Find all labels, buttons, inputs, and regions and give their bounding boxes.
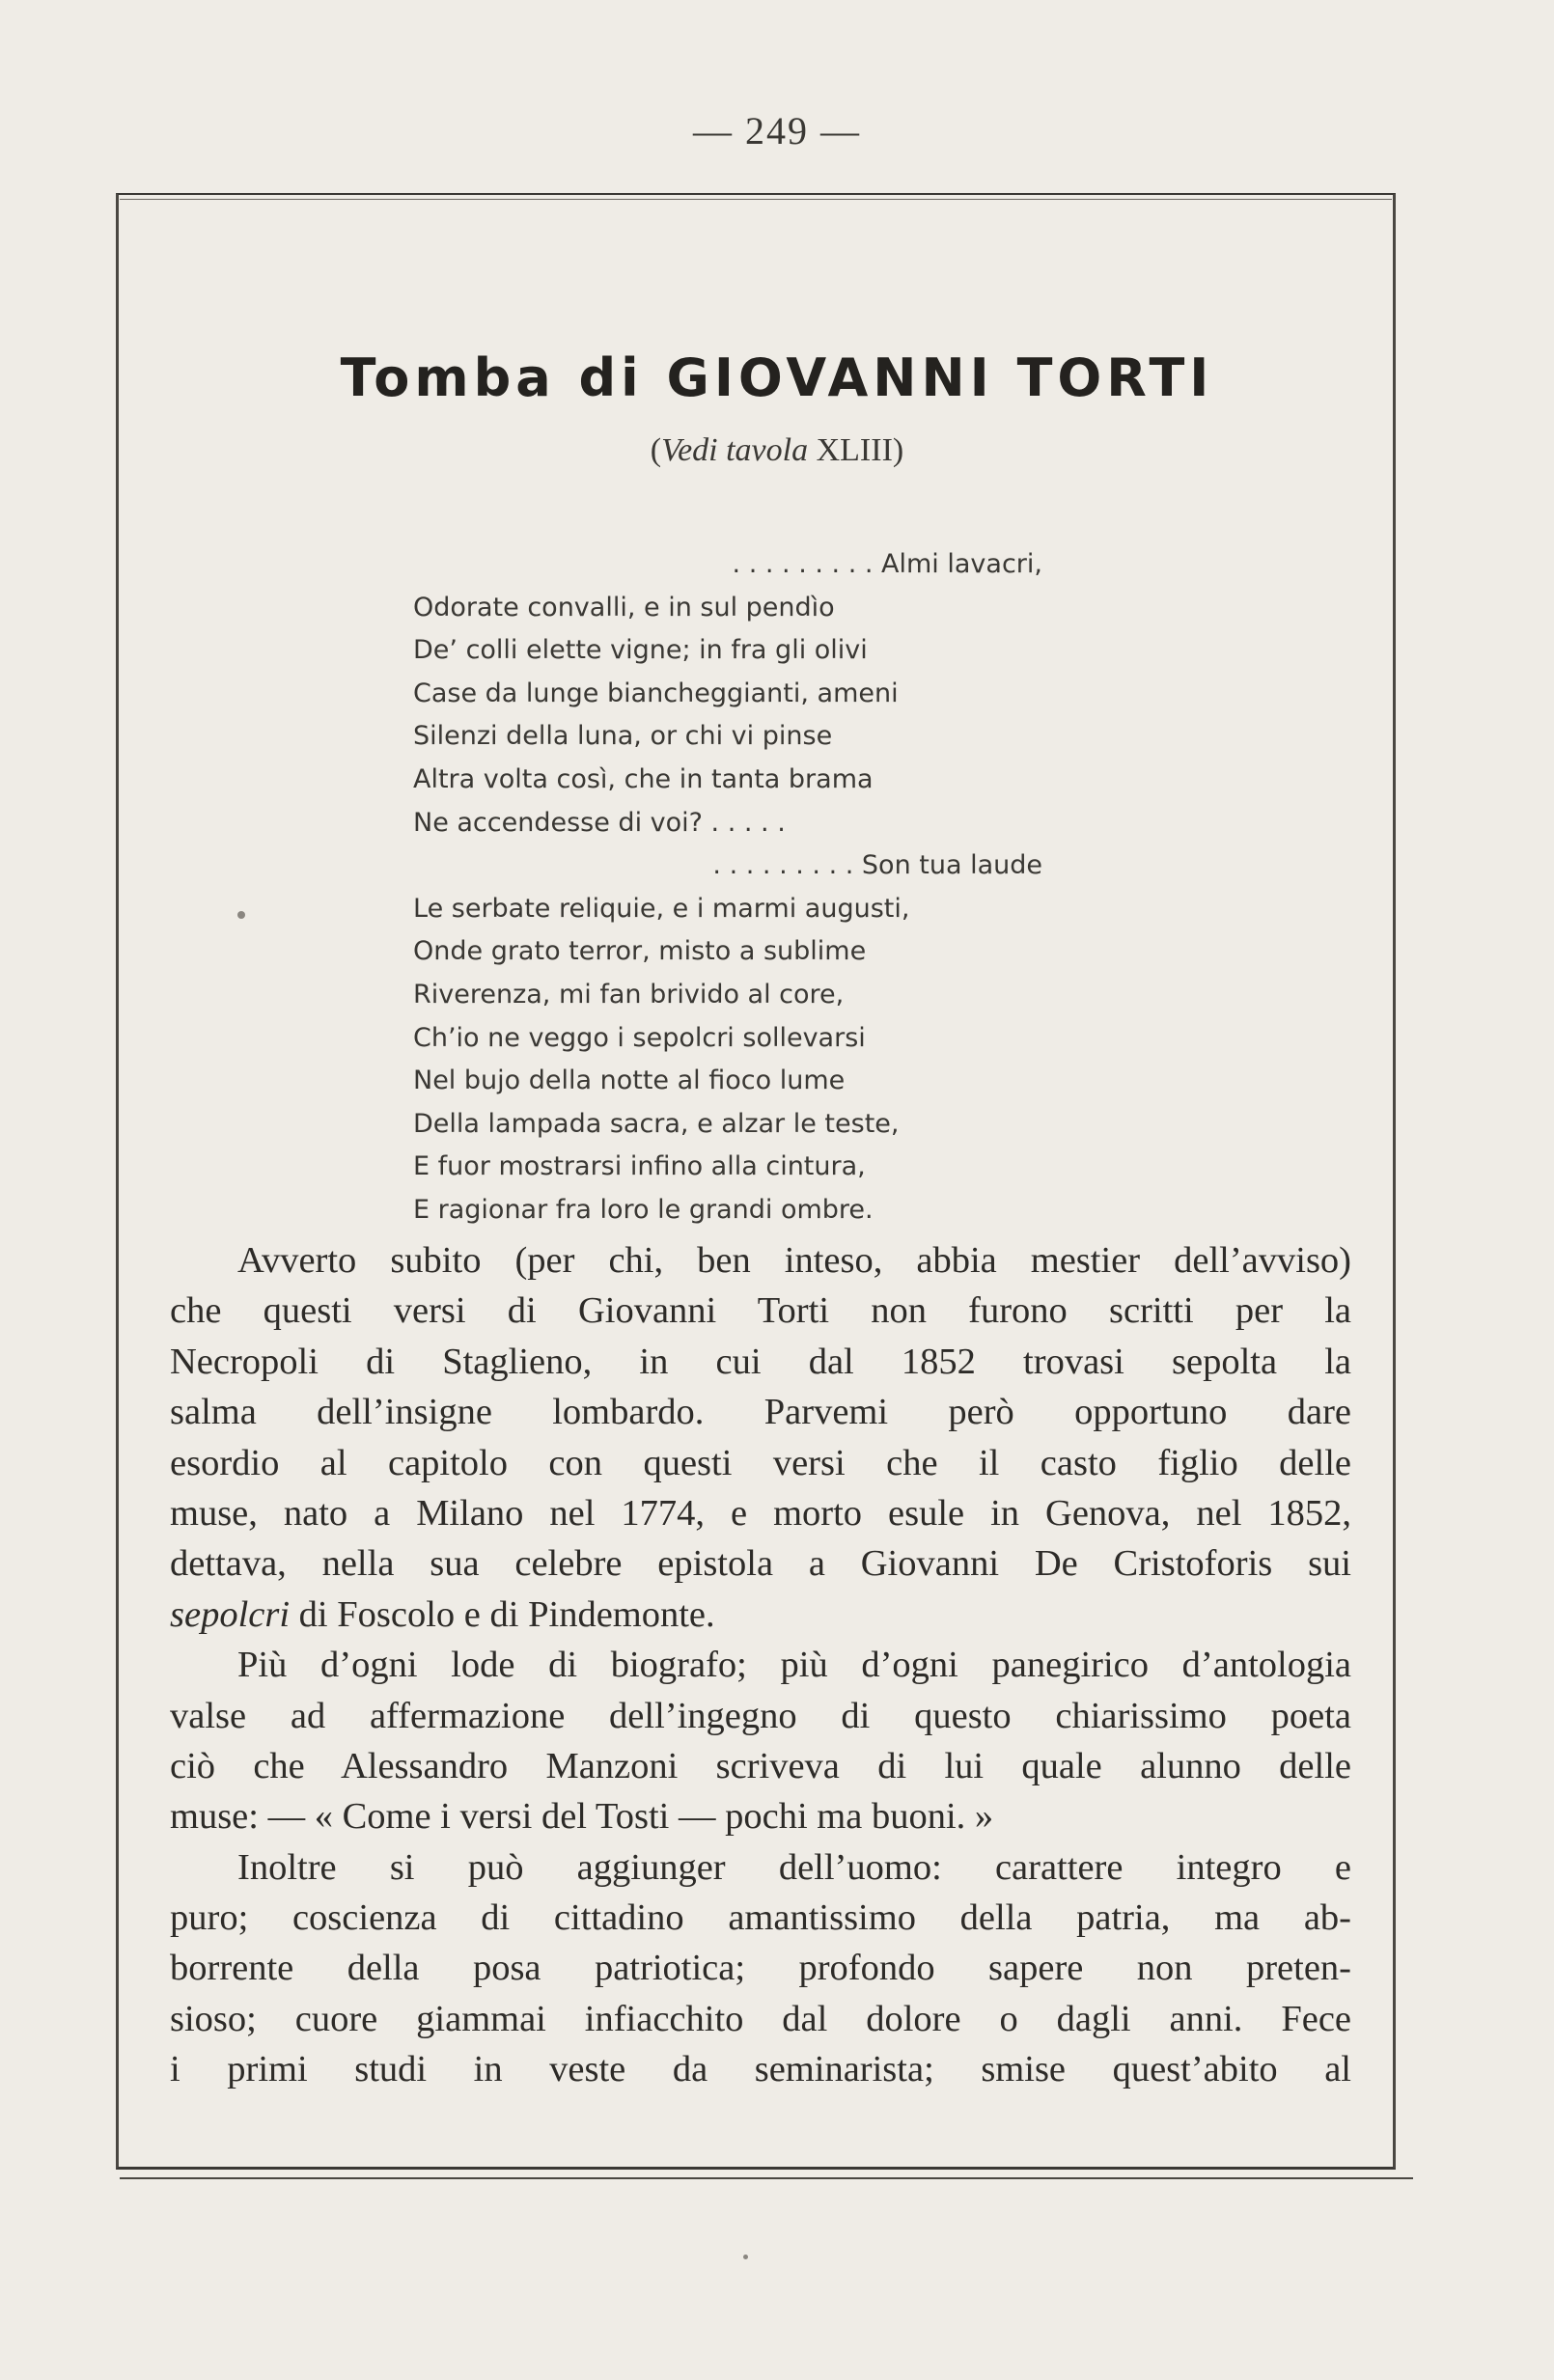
poem-line: Ne accendesse di voi? . . . . . [413,807,786,838]
paragraph-line: dettava, nella sua celebre epistola a Giovanni De Cristoforis sui [170,1543,1351,1585]
paragraph-line: esordio al capitolo con questi versi che il casto figlio delle [170,1442,1351,1483]
poem-line: Riverenza, mi fan brivido al core, [413,979,845,1010]
paragraph-line: Necropoli di Staglieno, in cui dal 1852 trovasi sepolta la [170,1341,1351,1382]
poem-line: Case da lunge biancheggianti, ameni [413,678,899,708]
paragraph-line: i primi studi in veste da seminarista; smise quest’abito al [170,2049,1351,2090]
poem-line: Le serbate reliquie, e i marmi augusti, [413,893,910,924]
paragraph-line: Inoltre si può aggiunger dell’uomo: carattere integro e [237,1846,1351,1888]
paragraph-line: Avverto subito (per chi, ben inteso, abbia mestier dell’avviso) [237,1240,1351,1281]
paragraph-line: salma dell’insigne lombardo. Parvemi però opportuno dare [170,1392,1351,1433]
poem-line: . . . . . . . . . Son tua laude [712,850,1042,881]
frame-top-rule [120,199,1392,200]
paragraph-line: Più d’ogni lode di biografo; più d’ogni panegirico d’antologia [237,1645,1351,1686]
paragraph-line-end: di Foscolo e di Pindemonte. [298,1593,715,1635]
paragraph-line: valse ad affermazione dell’ingegno di questo chiarissimo poeta [170,1695,1351,1736]
poem-line: Ch’io ne veggo i sepolcri sollevarsi [413,1022,866,1053]
plate-reference [0,432,1554,469]
poem-line: Della lampada sacra, e alzar le teste, [413,1108,900,1139]
body-text [170,1235,1351,2095]
poem-line: Silenzi della luna, or chi vi pinse [413,721,833,752]
chapter-title: Tomba di GIOVANNI TORTI [340,347,1214,408]
paragraph-line: muse: — « Come i versi del Tosti — pochi ma buoni. » [170,1796,994,1838]
paragraph-line [170,1590,1351,1640]
paragraph-line: borrente della posa patriotica; profondo sapere non preten- [170,1948,1351,1989]
poem-line: E fuor mostrarsi infino alla cintura, [413,1151,866,1182]
poem-line: Onde grato terror, misto a sublime [413,936,867,967]
page-number: — 249 — [693,109,861,152]
ink-speck [743,2255,748,2259]
poem-quote [413,543,1089,1232]
italic-word: sepolcri [170,1593,291,1635]
plate-number: XLIII [816,432,893,468]
poem-line: Altra volta così, che in tanta brama [413,763,874,794]
poem-line: E ragionar fra loro le grandi ombre. [413,1194,874,1225]
plate-reference-italic: Vedi tavola [661,432,809,468]
poem-line: Odorate convalli, e in sul pendìo [413,592,835,623]
paragraph-line: muse, nato a Milano nel 1774, e morto esule in Genova, nel 1852, [170,1492,1351,1534]
paragraph-line: sioso; cuore giammai infiacchito dal dolore o dagli anni. Fece [170,1998,1351,2039]
frame-bottom-rule [120,2177,1413,2179]
paragraph-line: puro; coscienza di cittadino amantissimo della patria, ma ab- [170,1897,1351,1939]
poem-line: . . . . . . . . . Almi lavacri, [732,549,1042,579]
plate-open-paren: ( [650,432,662,468]
paragraph-line: che questi versi di Giovanni Torti non furono scritti per la [170,1290,1351,1332]
poem-line: Nel bujo della notte al fioco lume [413,1065,846,1096]
poem-line: De’ colli elette vigne; in fra gli olivi [413,635,868,666]
ink-speck [237,911,245,919]
plate-close-paren: ) [892,432,904,468]
paragraph-line: ciò che Alessandro Manzoni scriveva di lui quale alunno delle [170,1745,1351,1786]
